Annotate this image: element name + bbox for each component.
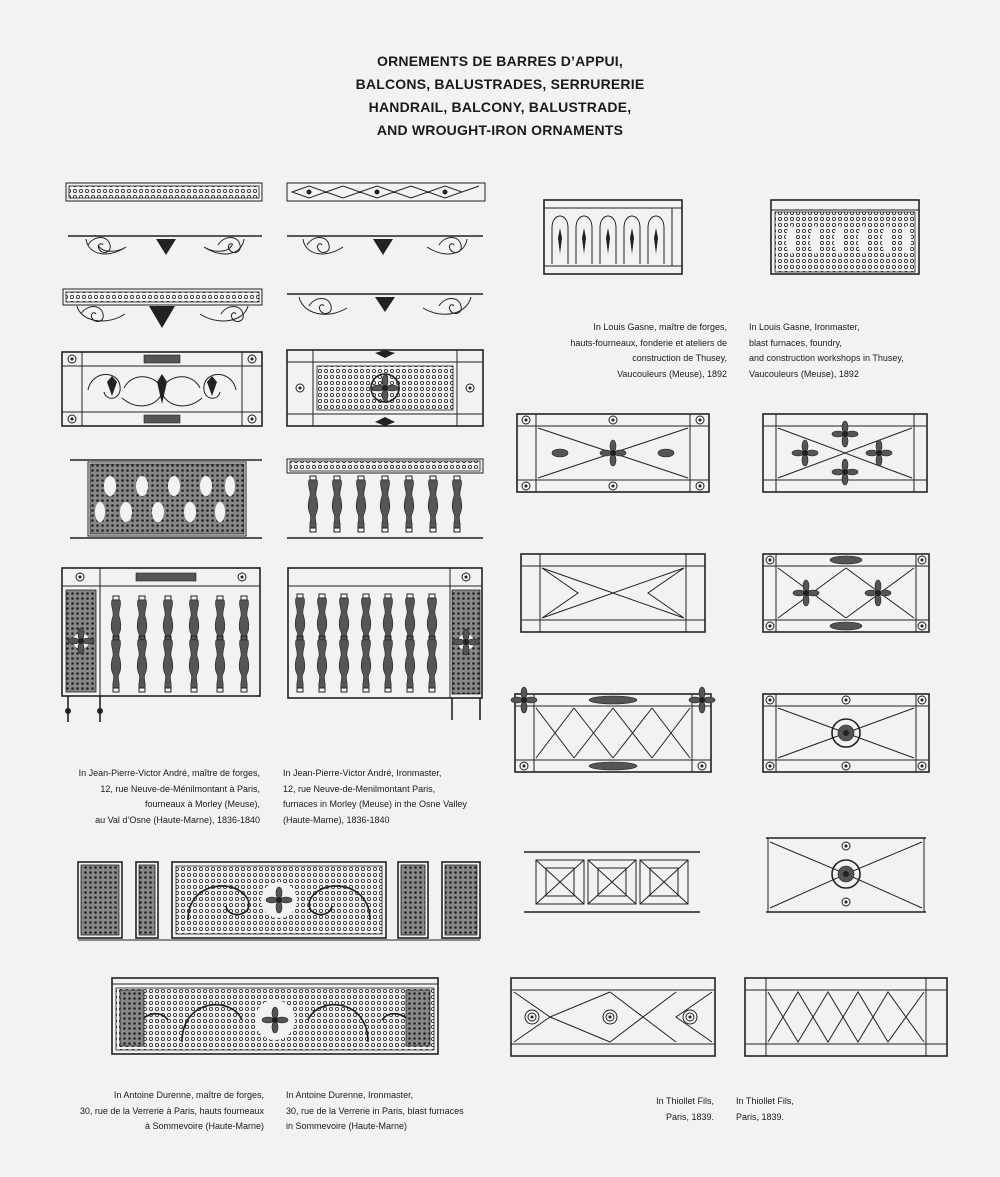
balcony-panel-plate [287, 350, 483, 426]
caption-line: Vaucouleurs (Meuse), 1892 [749, 368, 859, 379]
caption-line: hauts-fourneaux, fonderie et ateliers de [570, 337, 727, 348]
bracket-ornament-plate [287, 233, 483, 263]
thiollet-railing-plate [510, 976, 716, 1058]
caption-line: à Sommevoire (Haute-Marne) [144, 1121, 264, 1131]
bracket-ornament-plate [63, 288, 262, 330]
caption-thiollet-en [736, 1094, 856, 1125]
title-line: HANDRAIL, BALCONY, BALUSTRADE, [368, 99, 632, 115]
thiollet-railing-plate [762, 412, 928, 494]
balcony-panel-plate [62, 352, 262, 426]
caption-andre-en [283, 766, 498, 828]
thiollet-railing-plate [524, 848, 700, 916]
bracket-ornament-plate [287, 292, 483, 324]
gasne-balcony-plate [544, 198, 682, 276]
caption-line: In Jean-Pierre-Victor André, Ironmaster, [283, 768, 442, 778]
thiollet-railing-plate [766, 836, 926, 914]
caption-line: In Thiollet Fils, [736, 1096, 794, 1106]
balcony-baluster-plate [70, 458, 262, 540]
caption-line: In Jean-Pierre-Victor André, maître de forges, [78, 768, 260, 778]
caption-line: (Haute-Marne), 1836-1840 [283, 814, 390, 825]
caption-line: Paris, 1839. [736, 1111, 785, 1122]
caption-line: In Antoine Durenne, maître de forges, [113, 1090, 264, 1100]
caption-gasne-fr [520, 320, 727, 382]
thiollet-railing-plate [516, 412, 710, 494]
balcony-baluster-plate [287, 458, 483, 540]
durenne-balcony-plate [78, 860, 480, 942]
caption-line: construction de Thusey, [632, 353, 727, 363]
gasne-balcony-plate [771, 198, 919, 278]
caption-line: Paris, 1839. [665, 1111, 714, 1122]
caption-andre-fr [40, 766, 260, 828]
title-line: ORNEMENTS DE BARRES D’APPUI, [377, 53, 623, 69]
durenne-balcony-plate [112, 976, 438, 1056]
handrail-ornament-plate [287, 182, 485, 202]
caption-gasne-en [749, 320, 949, 382]
caption-line: In Louis Gasne, Ironmaster, [749, 322, 860, 332]
caption-line: and construction workshops in Thusey, [749, 353, 904, 363]
title-line: BALCONS, BALUSTRADES, SERRURERIE [355, 76, 645, 92]
caption-line: au Val d’Osne (Haute-Marne), 1836-1840 [95, 814, 260, 825]
bracket-ornament-plate [68, 233, 262, 263]
handrail-ornament-plate [66, 182, 262, 202]
caption-line: Vaucouleurs (Meuse), 1892 [617, 368, 727, 379]
thiollet-railing-plate [514, 692, 712, 774]
caption-line: blast furnaces, foundry, [749, 337, 842, 348]
thiollet-railing-plate [762, 692, 930, 774]
caption-line: In Thiollet Fils, [656, 1096, 714, 1106]
thiollet-railing-plate [744, 976, 948, 1058]
caption-line: In Antoine Durenne, Ironmaster, [286, 1090, 414, 1100]
caption-line: 12, rue Neuve-de-Ménilmontant à Paris, [100, 783, 260, 794]
caption-durenne-fr [40, 1088, 264, 1135]
caption-thiollet-fr [600, 1094, 714, 1125]
page-title [0, 50, 1000, 142]
caption-line: 12, rue Neuve-de-Menilmontant Paris, [283, 783, 436, 794]
caption-line: 30, rue de la Verrerie in Paris, blast furnaces [286, 1105, 464, 1116]
caption-durenne-en [286, 1088, 496, 1135]
title-line: AND WROUGHT-IRON ORNAMENTS [376, 122, 624, 138]
thiollet-railing-plate [762, 552, 930, 634]
caption-line: In Louis Gasne, maître de forges, [593, 322, 727, 332]
caption-line: in Sommevoire (Haute-Marne) [286, 1121, 408, 1131]
balcony-large-plate [286, 566, 484, 722]
thiollet-railing-plate [520, 552, 706, 634]
caption-line: furnaces in Morley (Meuse) in the Osne Valley [283, 799, 467, 809]
caption-line: fourneaux à Morley (Meuse), [144, 799, 260, 809]
balcony-large-plate [60, 566, 262, 726]
caption-line: 30, rue de la Verrerie à Paris, hauts fourneaux [79, 1105, 264, 1116]
